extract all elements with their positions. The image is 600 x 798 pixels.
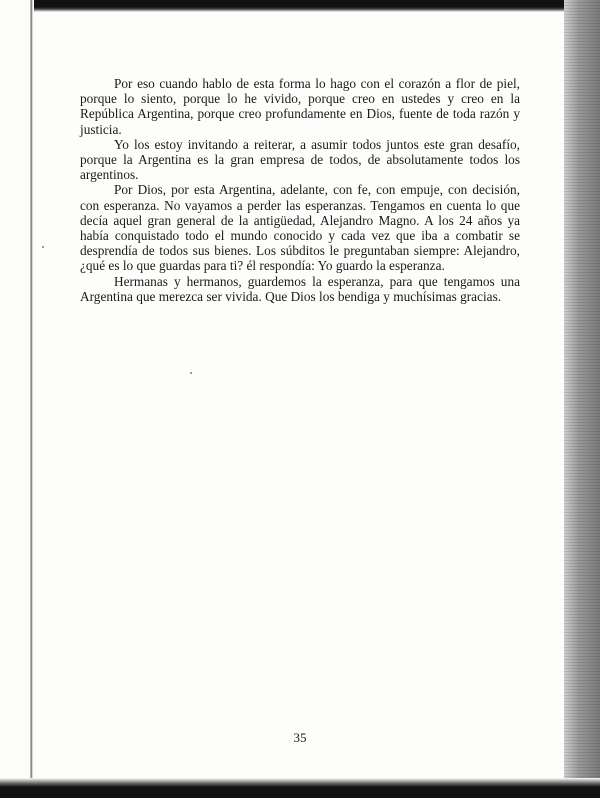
scan-speck — [42, 246, 44, 248]
paragraph-1: Por eso cuando hablo de esta forma lo hago con el corazón a flor de piel, porque lo siento, porque lo he vivido, porque creo en ustedes y creo en la República Argentina, porque creo profundamente en Dios, fuente de toda razón y justicia. — [80, 76, 520, 137]
scan-border-bottom — [0, 778, 600, 798]
scan-speck — [190, 372, 192, 374]
body-text — [80, 76, 520, 304]
scan-border-top — [0, 0, 600, 12]
paragraph-4: Hermanas y hermanos, guardemos la esperanza, para que tengamos una Argentina que merezca ser vivida. Que Dios los bendiga y muchísimas gracias. — [80, 273, 520, 304]
paragraph-3: Por Dios, por esta Argentina, adelante, con fe, con empuje, con decisión, con esperanza. No vayamos a perder las esperanzas. Tengamos en cuenta lo que decía aquel gran general de la antigüedad, Alejandro Magno. A los 24 años ya había conquistado todo el mundo conocido y cada vez que iba a combatir se desprendía de todos sus bienes. Los súbditos le preguntaban siempre: Alejandro, ¿qué es lo que guardas para ti? él respondía: Yo guardo la esperanza. — [80, 182, 520, 274]
paragraph-2: Yo los estoy invitando a reiterar, a asumir todos juntos este gran desafío, porque la Argentina es la gran empresa de todos, de absolutamente todos los argentinos. — [80, 136, 520, 183]
scan-border-right — [564, 0, 600, 798]
page-number: 35 — [293, 730, 307, 745]
scan-border-left — [0, 0, 34, 798]
